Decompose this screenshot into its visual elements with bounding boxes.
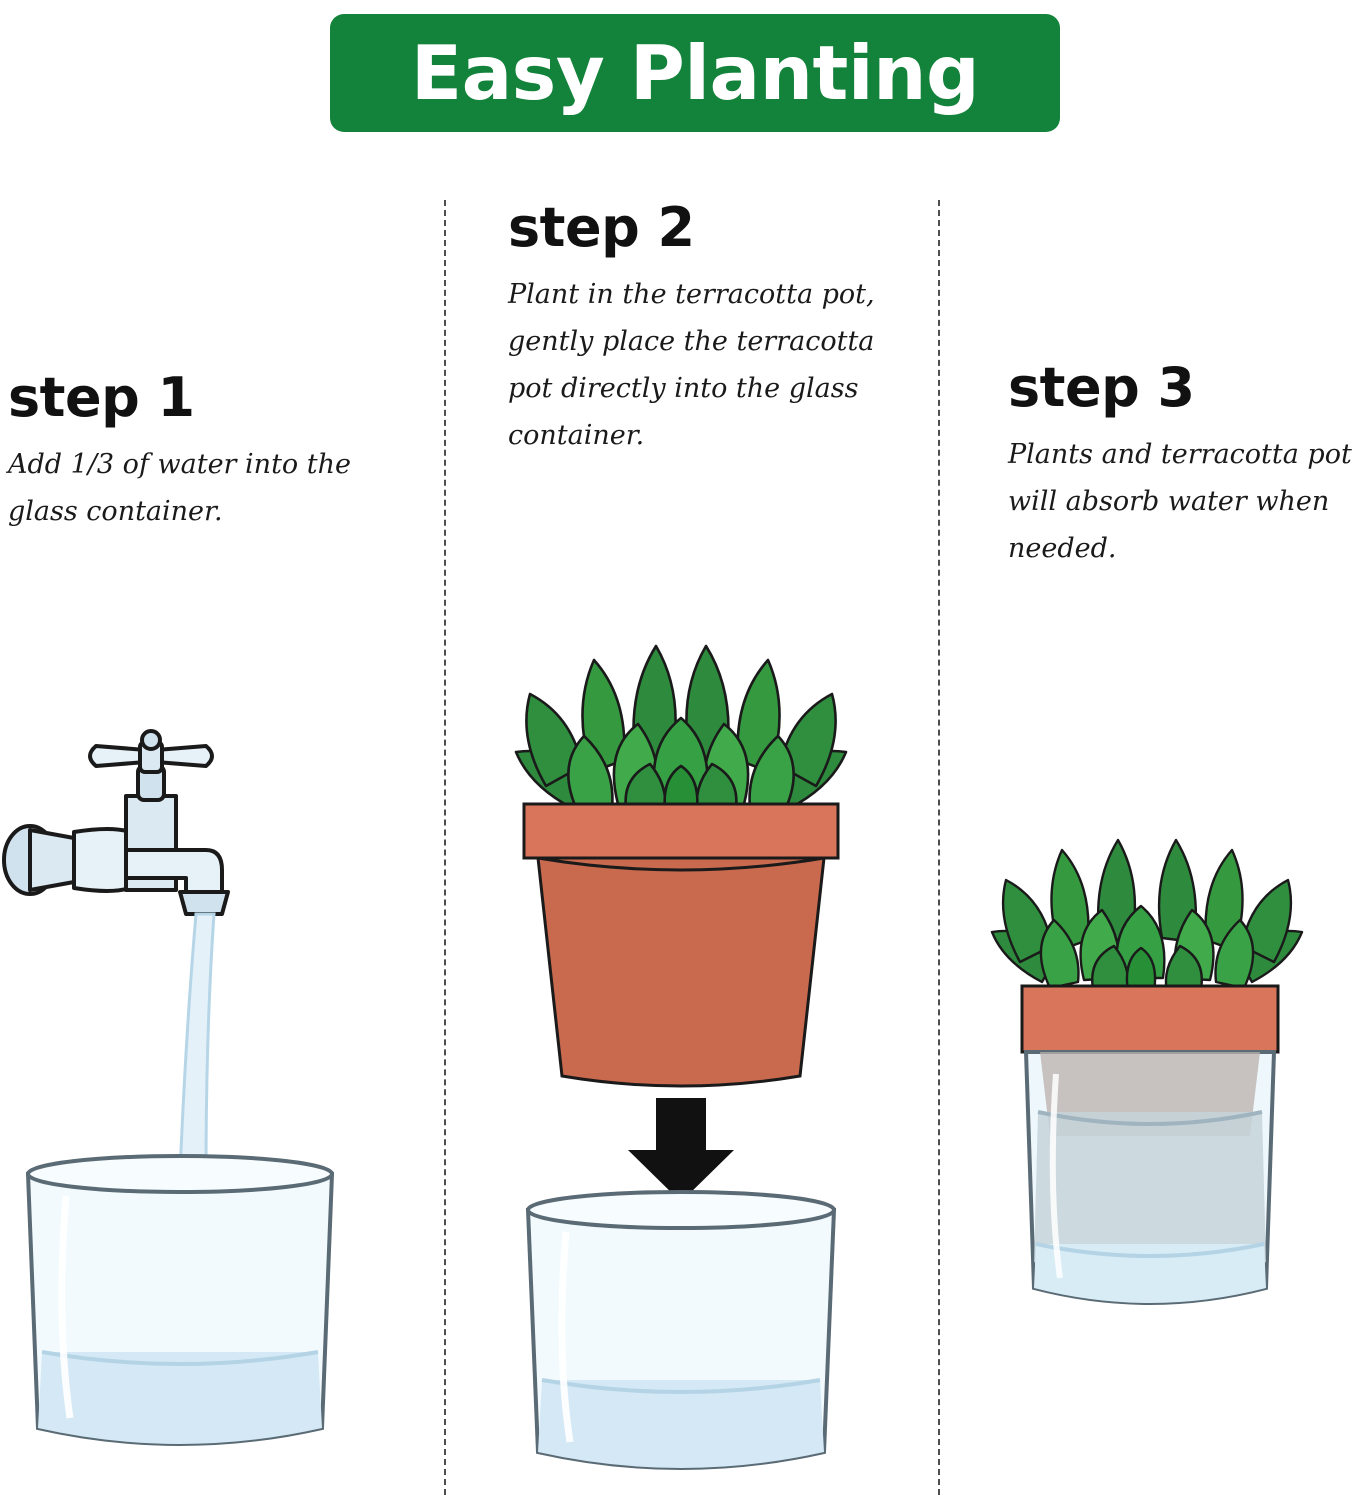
down-arrow-icon — [628, 1098, 734, 1202]
step-1-heading: step 1 — [8, 366, 195, 429]
step-3-description: Plants and terracotta pot will absorb water when needed. — [1008, 438, 1352, 565]
succulent-plant-step-3 — [992, 840, 1302, 994]
step-2-text-block — [508, 196, 908, 460]
water-stream — [180, 914, 214, 1174]
step-1-text-block — [8, 366, 388, 535]
step-2-heading: step 2 — [508, 196, 695, 259]
faucet-icon — [4, 731, 228, 914]
title-banner — [330, 14, 1060, 132]
step-3-heading: step 3 — [1008, 356, 1195, 419]
step-1-illustration — [0, 700, 430, 1490]
step-3-illustration — [960, 800, 1360, 1500]
page-title: Easy Planting — [410, 28, 980, 117]
step-2-description: Plant in the terracotta pot, gently place the terracotta pot directly into the glass container. — [508, 278, 875, 452]
step-3-text-block — [1008, 356, 1370, 572]
dashed-divider-1 — [444, 200, 446, 1495]
step-2-illustration — [460, 590, 930, 1495]
glass-container-step-1 — [28, 1156, 332, 1444]
step-1-description: Add 1/3 of water into the glass container. — [8, 448, 351, 527]
dashed-divider-2 — [938, 200, 940, 1495]
glass-container-step-2 — [528, 1192, 834, 1468]
terracotta-pot-step-2 — [524, 804, 838, 1086]
succulent-plant-step-2 — [516, 646, 846, 818]
glass-container-step-3 — [1026, 1052, 1274, 1303]
